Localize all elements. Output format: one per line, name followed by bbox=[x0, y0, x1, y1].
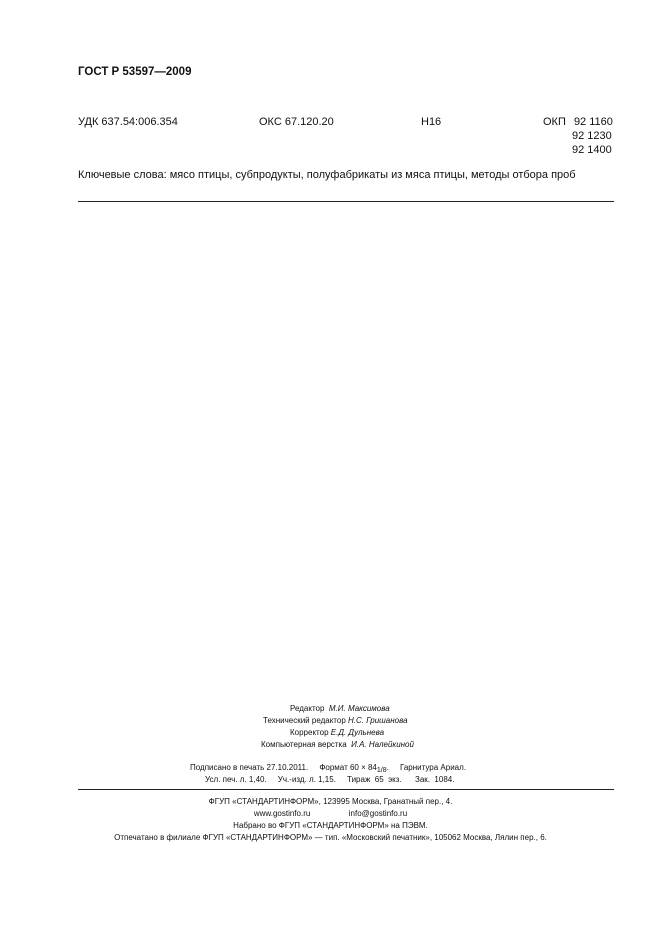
tech-editor-line bbox=[263, 716, 408, 725]
divider-top bbox=[78, 201, 614, 202]
format-dot: . bbox=[386, 763, 389, 772]
layout-line bbox=[261, 740, 414, 749]
tech-editor-label: Технический редактор bbox=[263, 716, 346, 725]
editor-label: Редактор bbox=[290, 704, 325, 713]
typeface: Гарнитура Ариал. bbox=[399, 763, 467, 772]
signed-date: Подписано в печать 27.10.2011. bbox=[190, 763, 309, 772]
standard-designation: ГОСТ Р 53597—2009 bbox=[78, 66, 192, 78]
typeset-note: Набрано во ФГУП «СТАНДАРТИНФОРМ» на ПЭВМ. bbox=[233, 821, 428, 830]
corrector-label: Корректор bbox=[290, 728, 329, 737]
publisher-block bbox=[0, 796, 661, 844]
printed-note: Отпечатано в филиале ФГУП «СТАНДАРТИНФОРМ» — тип. «Московский печатник», 105062 Москва, Лялин пер., 6. bbox=[114, 833, 547, 842]
udk-code: УДК 637.54:006.354 bbox=[78, 116, 178, 128]
layout-name: И.А. Налейкиной bbox=[351, 740, 414, 749]
okp-code-2: 92 1230 bbox=[572, 130, 612, 142]
print-line-2: Усл. печ. л. 1,40. Уч.-изд. л. 1,15. Тираж 65 экз. Зак. 1084. bbox=[205, 775, 455, 784]
group-code: Н16 bbox=[421, 116, 442, 128]
corrector-name: Е.Д. Дульнева bbox=[330, 728, 385, 737]
okp-label: ОКП bbox=[543, 116, 566, 128]
okp-block bbox=[543, 116, 613, 128]
publisher-address: ФГУП «СТАНДАРТИНФОРМ», 123995 Москва, Гранатный пер., 4. bbox=[208, 797, 453, 806]
keywords-line: Ключевые слова: мясо птицы, субпродукты, полуфабрикаты из мяса птицы, методы отбора проб bbox=[78, 169, 576, 181]
publisher-contacts bbox=[0, 808, 661, 820]
format-fraction: 1/8 bbox=[376, 767, 387, 774]
okp-code-3: 92 1400 bbox=[572, 144, 612, 156]
okp-code-1: 92 1160 bbox=[573, 116, 613, 128]
print-line-1 bbox=[190, 763, 466, 772]
tech-editor-name: Н.С. Гришанова bbox=[348, 716, 408, 725]
divider-bottom bbox=[78, 789, 614, 790]
publisher-email[interactable]: info@gostinfo.ru bbox=[348, 809, 408, 818]
publisher-web[interactable]: www.gostinfo.ru bbox=[253, 809, 311, 818]
editor-line bbox=[290, 704, 390, 713]
layout-label: Компьютерная верстка bbox=[261, 740, 347, 749]
format: Формат 60 × 84 bbox=[319, 763, 377, 772]
oks-code: ОКС 67.120.20 bbox=[259, 116, 334, 128]
editor-name: М.И. Максимова bbox=[328, 704, 390, 713]
corrector-line bbox=[290, 728, 384, 737]
